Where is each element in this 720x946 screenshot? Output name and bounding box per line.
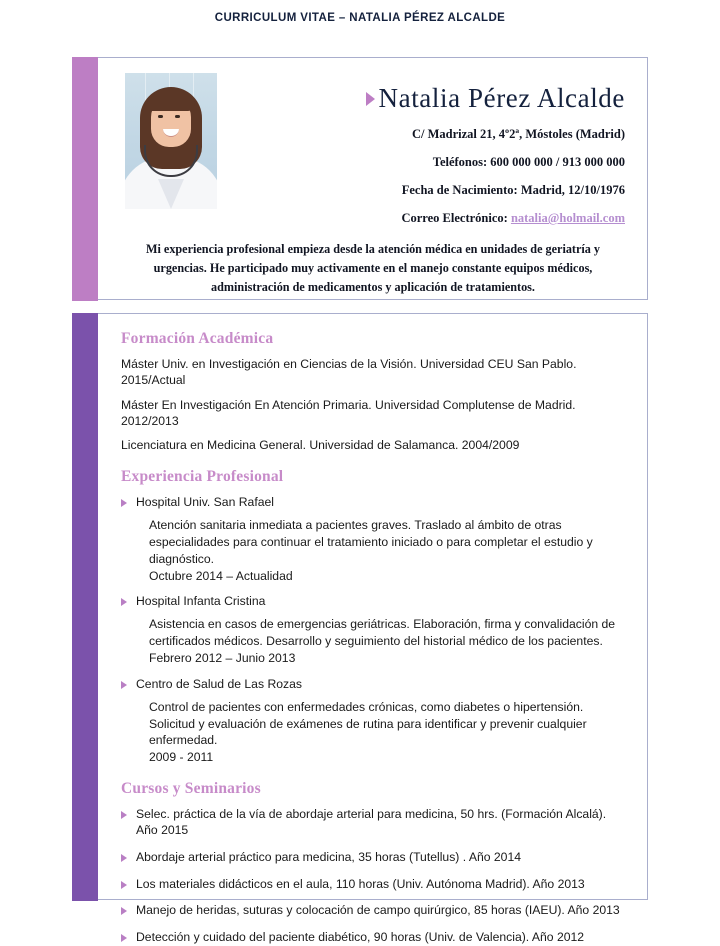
email-line [217,211,625,226]
email-link[interactable]: natalia@holmail.com [510,211,625,225]
course-item: Detección y cuidado del paciente diabético, 90 horas (Univ. de Valencia). Año 2012 [136,930,585,945]
job-employer: Hospital Infanta Cristina [136,594,266,609]
content-accent-bar [72,313,98,901]
course-item: Selec. práctica de la vía de abordaje arterial para medicina, 50 hrs. (Formación Alcalá). Año 2015 [136,806,607,837]
education-item: Licenciatura en Medicina General. Universidad de Salamanca. 2004/2009 [121,438,520,453]
email-label: Correo Electrónico: [401,211,508,225]
profile-summary: Mi experiencia profesional empieza desde la atención médica en unidades de geriatría y urgencias. He participado muy activamente en el manejo constante equipos médicos, administración de medicamentos y aplicación de tratamientos. [145,242,601,294]
triangle-bullet-icon [121,881,127,889]
job-dates: 2009 - 2011 [149,750,214,765]
education-section [121,330,625,454]
courses-heading: Cursos y Seminarios [121,779,261,797]
education-heading: Formación Académica [121,330,274,347]
course-row [121,903,625,919]
running-header: CURRICULUM VITAE – NATALIA PÉREZ ALCALDE [214,12,506,24]
triangle-bullet-icon [121,934,127,942]
course-row [121,807,625,839]
content-card [72,313,648,945]
identity-top-row [99,58,647,226]
job-description: Control de pacientes con enfermedades crónicas, como diabetes o hipertensión. Solicitud y evaluación de exámenes de rutina para identificar y prevenir cualquier enfermedad. [149,699,587,748]
job-employer-row [121,677,625,693]
job-employer-row [121,495,625,511]
experience-heading: Experiencia Profesional [121,468,284,486]
course-item: Manejo de heridas, suturas y colocación de campo quirúrgico, 85 horas (IAEU). Año 2013 [136,903,620,918]
job-employer: Centro de Salud de Las Rozas [136,676,302,691]
triangle-bullet-icon [366,92,375,106]
job-description: Asistencia en casos de emergencias geriátricas. Elaboración, firma y convalidación de certificados médicos. Desarrollo y seguimiento del historial médico de los pacientes. [149,617,616,649]
education-item: Máster En Investigación En Atención Primaria. Universidad Complutense de Madrid. 2012/2013 [121,397,576,428]
experience-section [121,468,625,766]
birth-date-line: Fecha de Nacimiento: Madrid, 12/10/1976 [401,183,625,197]
address-line: C/ Madrizal 21, 4º2ª, Móstoles (Madrid) [411,127,625,141]
triangle-bullet-icon [121,598,127,606]
course-row [121,850,625,866]
job-detail [149,699,625,766]
triangle-bullet-icon [121,907,127,915]
job-detail [149,616,625,666]
identity-card-body [99,58,647,299]
course-row [121,877,625,893]
triangle-bullet-icon [121,854,127,862]
job-dates: Octubre 2014 – Actualidad [149,568,293,583]
course-item: Los materiales didácticos en el aula, 110 horas (Univ. Autónoma Madrid). Año 2013 [136,876,585,891]
education-item: Máster Univ. en Investigación en Ciencias de la Visión. Universidad CEU San Pablo. 2015/Actual [121,357,577,387]
content-card-body [99,314,647,945]
identity-card [72,57,648,300]
eye-shape [158,115,163,118]
job-detail [149,517,625,584]
identity-text-block [217,73,629,226]
name-line [217,83,625,114]
job-description: Atención sanitaria inmediata a pacientes graves. Traslado al ámbito de otras especialidades para continuar el tratamiento iniciado o para completar el estudio y diagnóstico. [149,518,593,566]
triangle-bullet-icon [121,811,127,819]
triangle-bullet-icon [121,499,127,507]
job-employer-row [121,594,625,610]
job-dates: Febrero 2012 – Junio 2013 [149,650,296,665]
courses-section [121,780,625,946]
portrait-photo [125,73,217,209]
identity-accent-bar [72,57,98,301]
phone-line: Teléfonos: 600 000 000 / 913 000 000 [432,155,625,169]
triangle-bullet-icon [121,681,127,689]
course-row [121,930,625,946]
eye-shape [175,115,180,118]
coat-collar-shape [158,179,184,209]
job-employer: Hospital Univ. San Rafael [136,495,274,510]
page-title: Natalia Pérez Alcalde [378,83,625,113]
course-item: Abordaje arterial práctico para medicina, 35 horas (Tutellus) . Año 2014 [136,849,522,864]
hair-fringe-shape [147,91,195,111]
